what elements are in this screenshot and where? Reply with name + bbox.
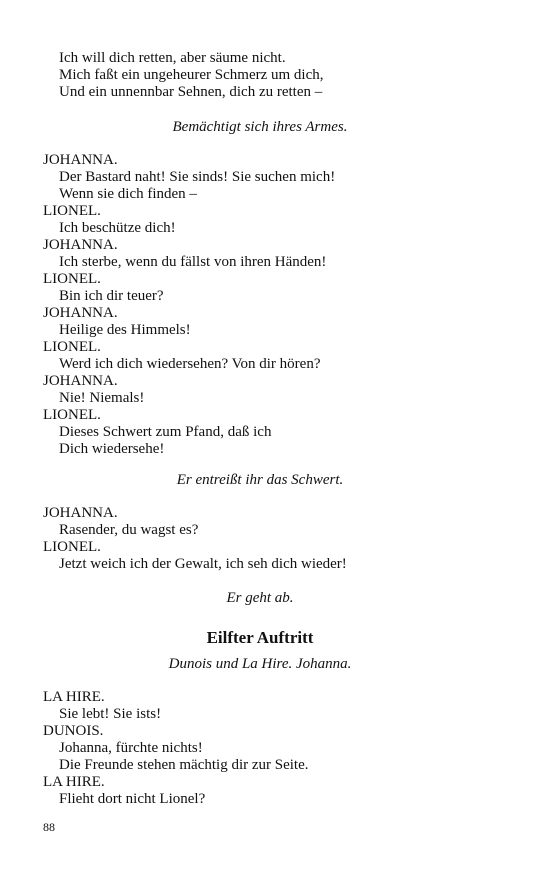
verse-line: Johanna, fürchte nichts! — [59, 740, 203, 756]
verse-line: Ich beschütze dich! — [59, 220, 176, 236]
speaker-name: LIONEL. — [43, 339, 101, 355]
speaker-name: LIONEL. — [43, 539, 101, 555]
verse-line: Jetzt weich ich der Gewalt, ich seh dich wieder! — [59, 556, 347, 572]
stage-direction: Er geht ab. — [226, 590, 294, 606]
verse-line: Der Bastard naht! Sie sinds! Sie suchen mich! — [59, 169, 336, 185]
verse-line: Wenn sie dich finden – — [59, 186, 197, 202]
speaker-name: LA HIRE. — [43, 774, 105, 790]
verse-line: Heilige des Himmels! — [59, 322, 191, 338]
speaker-name: LIONEL. — [43, 203, 101, 219]
verse-line: Flieht dort nicht Lionel? — [59, 791, 206, 807]
verse-line: Werd ich dich wiedersehen? Von dir hören? — [59, 356, 321, 372]
speaker-name: LIONEL. — [43, 407, 101, 423]
verse-line: Rasender, du wagst es? — [59, 522, 199, 538]
page-number: 88 — [43, 820, 55, 834]
speaker-name: LA HIRE. — [43, 689, 105, 705]
stage-direction: Bemächtigt sich ihres Armes. — [172, 119, 348, 135]
verse-line: Und ein unnennbar Sehnen, dich zu retten – — [59, 84, 323, 100]
speaker-name: LIONEL. — [43, 271, 101, 287]
stage-direction: Er entreißt ihr das Schwert. — [176, 472, 344, 488]
verse-line: Ich will dich retten, aber säume nicht. — [59, 50, 286, 66]
verse-line: Mich faßt ein ungeheurer Schmerz um dich, — [59, 67, 324, 83]
speaker-name: JOHANNA. — [43, 152, 118, 168]
verse-line: Dieses Schwert zum Pfand, daß ich — [59, 424, 272, 440]
stage-direction: Dunois und La Hire. Johanna. — [168, 656, 352, 672]
verse-line: Dich wiedersehe! — [59, 441, 165, 457]
scene-heading: Eilfter Auftritt — [206, 628, 314, 647]
verse-line: Die Freunde stehen mächtig dir zur Seite. — [59, 757, 309, 773]
verse-line: Ich sterbe, wenn du fällst von ihren Händen! — [59, 254, 327, 270]
speaker-name: DUNOIS. — [43, 723, 104, 739]
speaker-name: JOHANNA. — [43, 305, 118, 321]
verse-line: Bin ich dir teuer? — [59, 288, 164, 304]
speaker-name: JOHANNA. — [43, 237, 118, 253]
speaker-name: JOHANNA. — [43, 505, 118, 521]
verse-line: Nie! Niemals! — [59, 390, 145, 406]
verse-line: Sie lebt! Sie ists! — [59, 706, 162, 722]
speaker-name: JOHANNA. — [43, 373, 118, 389]
